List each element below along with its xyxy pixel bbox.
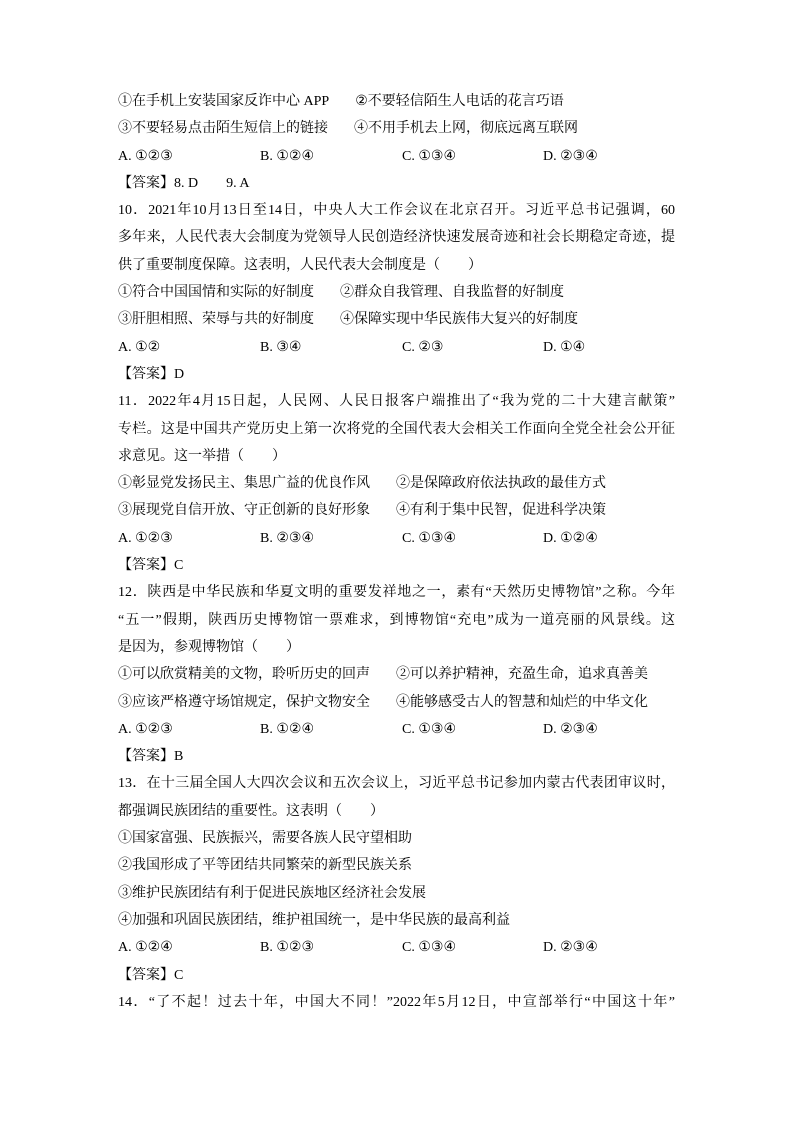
statement-left: ①可以欣赏精美的文物，聆听历史的回声: [118, 667, 370, 683]
paragraph-line: 14．“了不起！过去十年，中国大不同！”2022年5月12日，中宣部举行“中国这十年”: [118, 994, 675, 1010]
paragraph-line: ③维护民族团结有利于促进民族地区经济社会发展: [118, 885, 426, 901]
choice-b: B. ①②④: [260, 148, 314, 164]
statement-right: ②不要轻信陌生人电话的花言巧语: [355, 94, 564, 109]
statement-pair-line: [118, 689, 675, 716]
statement-right: ④能够感受古人的智慧和灿烂的中华文化: [396, 694, 648, 710]
statement-pair-line: [118, 88, 675, 115]
paragraph-line: “五一”假期，陕西历史博物馆一票难求，到博物馆“充电”成为一道亮丽的风景线。这: [118, 612, 675, 628]
statement-pair-line: [118, 497, 675, 524]
paragraph-line: 13．在十三届全国人大四次会议和五次会议上，习近平总书记参加内蒙古代表团审议时，: [118, 776, 675, 792]
paragraph-line: 专栏。这是中国共产党历史上第一次将党的全国代表大会相关工作面向全党全社会公开征: [118, 421, 675, 437]
statement-right: ②可以养护精神，充盈生命，追求真善美: [396, 667, 648, 683]
choice-b: B. ①②③: [260, 940, 314, 956]
answer-choices-line: [118, 716, 675, 743]
answer-key-line: 【答案】C: [118, 967, 184, 983]
paragraph-line: 11．2022年4月15日起，人民网、人民日报客户端推出了“我为党的二十大建言献策”: [118, 394, 675, 410]
statement-pair-line: [118, 279, 675, 306]
paragraph-line: ②我国形成了平等团结共同繁荣的新型民族关系: [118, 858, 412, 874]
paragraph-line: 供了重要制度保障。这表明，人民代表大会制度是（ ）: [118, 257, 482, 273]
answer-choices-line: [118, 934, 675, 961]
answer-choices-line: [118, 334, 675, 361]
statement-right: ②是保障政府依法执政的最佳方式: [396, 476, 606, 492]
statement-pair-line: [118, 115, 675, 142]
choice-b: B. ②③④: [260, 530, 314, 546]
statement-pair-line: [118, 661, 675, 688]
choice-a: A. ①②④: [118, 940, 173, 956]
choice-b: B. ①②④: [260, 721, 314, 737]
statement-left: ①在手机上安装国家反诈中心 APP: [118, 94, 330, 109]
statement-pair-line: [118, 470, 675, 497]
choice-b: B. ③④: [260, 339, 302, 355]
paragraph-line: 求意见。这一举措（ ）: [118, 448, 286, 464]
choice-c: C. ①③④: [402, 148, 456, 164]
answer-choices-line: [118, 525, 675, 552]
exam-document-content: [118, 88, 675, 1016]
statement-left: ③应该严格遵守场馆规定，保护文物安全: [118, 694, 370, 710]
choice-c: C. ①③④: [402, 721, 456, 737]
choice-d: D. ①②④: [543, 530, 598, 546]
statement-right: ②群众自我管理、自我监督的好制度: [340, 285, 564, 301]
answer-key-line: 【答案】C: [118, 558, 184, 574]
statement-left: ③展现党自信开放、守正创新的良好形象: [118, 503, 370, 519]
choice-c: C. ①③④: [402, 530, 456, 546]
paragraph-line: ④加强和巩固民族团结，维护祖国统一，是中华民族的最高利益: [118, 912, 510, 928]
answer-choices-line: [118, 143, 675, 170]
answer-key-line: 【答案】8. D 9. A: [118, 175, 250, 191]
paragraph-line: 都强调民族团结的重要性。这表明（ ）: [118, 803, 384, 819]
choice-d: D. ①④: [543, 339, 586, 355]
paragraph-line: 是因为，参观博物馆（ ）: [118, 639, 300, 655]
statement-left: ①彰显党发扬民主、集思广益的优良作风: [118, 476, 370, 492]
choice-d: D. ②③④: [543, 940, 598, 956]
choice-d: D. ②③④: [543, 148, 598, 164]
paragraph-line: 10．2021年10月13日至14日，中央人大工作会议在北京召开。习近平总书记强调，60: [118, 203, 675, 219]
choice-a: A. ①②③: [118, 721, 173, 737]
statement-right: ④不用手机去上网，彻底远离互联网: [354, 121, 578, 137]
choice-c: C. ①③④: [402, 940, 456, 956]
statement-right: ④保障实现中华民族伟大复兴的好制度: [340, 312, 578, 328]
choice-d: D. ②③④: [543, 721, 598, 737]
paragraph-line: 12．陕西是中华民族和华夏文明的重要发祥地之一，素有“天然历史博物馆”之称。今年: [118, 585, 675, 601]
answer-key-line: 【答案】B: [118, 749, 184, 765]
statement-left: ③不要轻易点击陌生短信上的链接: [118, 121, 328, 137]
paragraph-line: ①国家富强、民族振兴，需要各族人民守望相助: [118, 831, 412, 847]
statement-left: ①符合中国国情和实际的好制度: [118, 285, 314, 301]
statement-left: ③肝胆相照、荣辱与共的好制度: [118, 312, 314, 328]
statement-right: ④有利于集中民智，促进科学决策: [396, 503, 606, 519]
choice-a: A. ①②: [118, 339, 161, 355]
choice-a: A. ①②③: [118, 530, 173, 546]
choice-c: C. ②③: [402, 339, 444, 355]
choice-a: A. ①②③: [118, 148, 173, 164]
answer-key-line: 【答案】D: [118, 366, 185, 382]
paragraph-line: 多年来，人民代表大会制度为党领导人民创造经济快速发展奇迹和社会长期稳定奇迹，提: [118, 230, 675, 246]
statement-pair-line: [118, 306, 675, 333]
